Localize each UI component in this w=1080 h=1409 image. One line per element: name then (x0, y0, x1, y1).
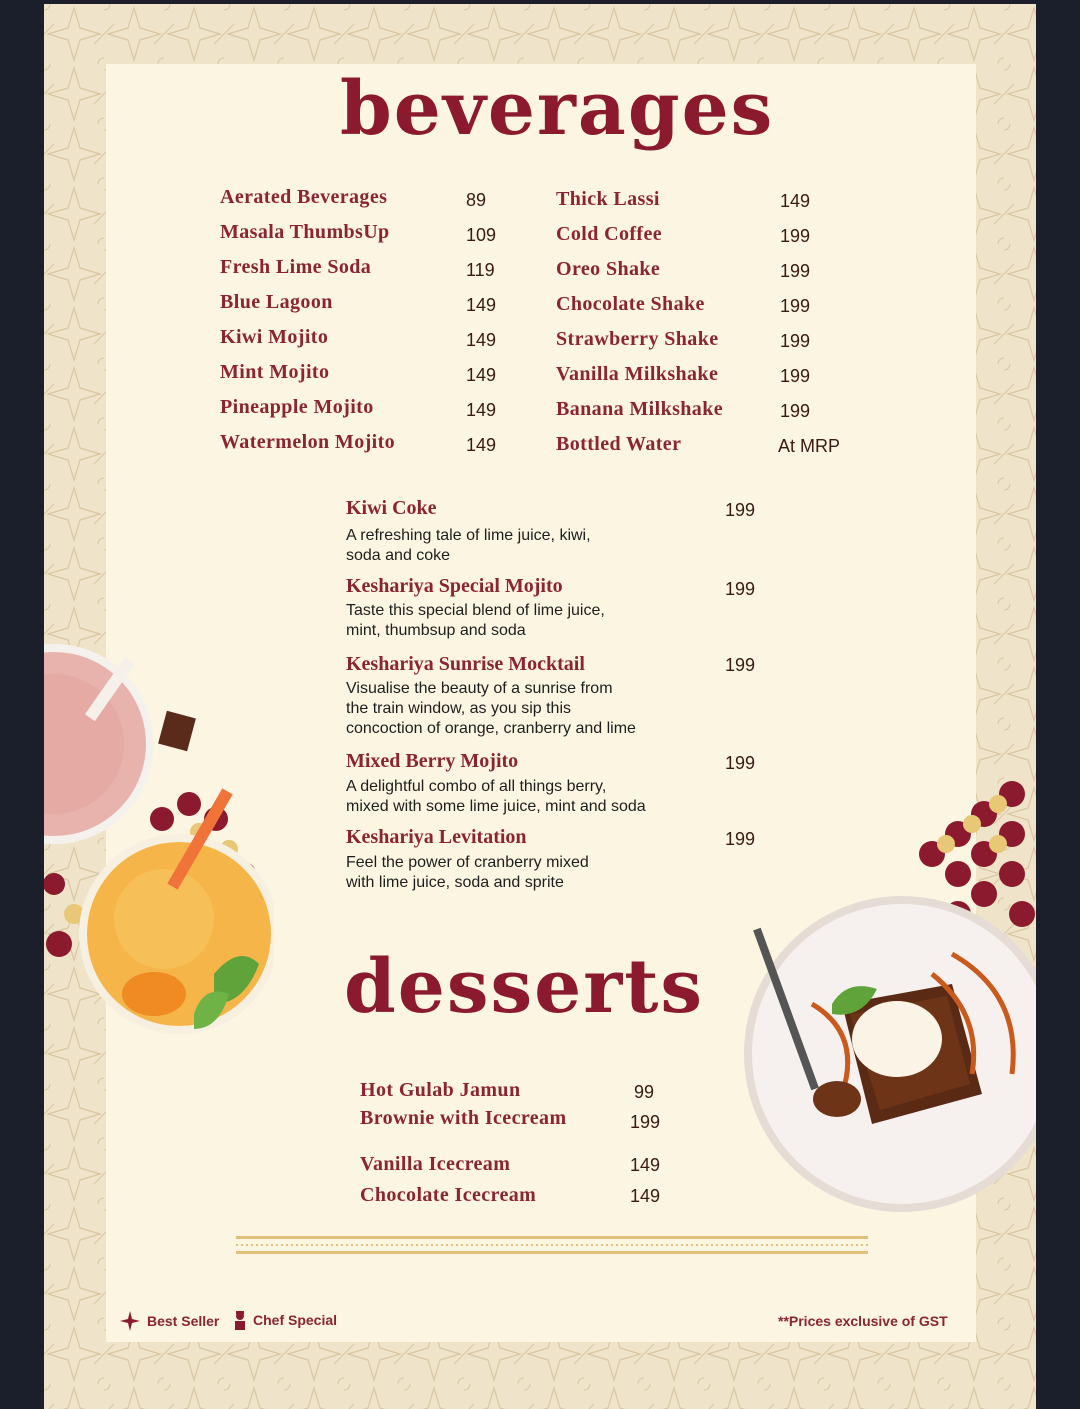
dessert-item-name: Chocolate Icecream (360, 1184, 537, 1206)
desc-line: with lime juice, soda and sprite (346, 874, 564, 891)
decorative-divider (236, 1234, 868, 1256)
special-item-name: Keshariya Special Mojito (346, 575, 563, 597)
desc-line: A delightful combo of all things berry, (346, 778, 607, 795)
desc-line: Visualise the beauty of a sunrise from (346, 680, 613, 697)
chef-special-label: Chef Special (253, 1312, 338, 1328)
special-item-price: 199 (725, 829, 756, 849)
desc-line: mint, thumbsup and soda (346, 622, 526, 639)
menu-item-price: 89 (466, 190, 487, 210)
menu-item-price: 149 (466, 400, 497, 420)
menu-item-price: 149 (466, 330, 497, 350)
menu-item-price: 199 (780, 296, 811, 316)
special-item-desc (346, 777, 706, 817)
desc-line: the train window, as you sip this (346, 700, 572, 717)
menu-item-name: Cold Coffee (556, 223, 663, 245)
menu-page (44, 4, 1036, 1409)
menu-item-name: Chocolate Shake (556, 293, 705, 315)
special-item-desc (346, 679, 706, 739)
desc-line: A refreshing tale of lime juice, kiwi, (346, 527, 591, 544)
menu-item-name: Masala ThumbsUp (220, 221, 390, 243)
dessert-item-name: Hot Gulab Jamun (360, 1079, 521, 1101)
special-item-desc (346, 853, 706, 893)
menu-item-price: 199 (780, 226, 811, 246)
dessert-item-name: Brownie with Icecream (360, 1107, 567, 1129)
special-item-price: 199 (725, 655, 756, 675)
chef-icon (232, 1311, 248, 1331)
menu-item-name: Banana Milkshake (556, 398, 724, 420)
dessert-item-price: 199 (630, 1112, 661, 1132)
best-seller-label: Best Seller (147, 1313, 220, 1329)
menu-item-price: 149 (466, 365, 497, 385)
dessert-item-price: 149 (630, 1155, 661, 1175)
special-item-price: 199 (725, 579, 756, 599)
special-item-name: Keshariya Levitation (346, 826, 527, 848)
special-item-desc (346, 601, 706, 641)
menu-item-name: Bottled Water (556, 433, 682, 455)
menu-item-price: 149 (466, 295, 497, 315)
gst-note: **Prices exclusive of GST (778, 1313, 948, 1329)
special-item-name: Keshariya Sunrise Mocktail (346, 653, 585, 675)
desc-line: concoction of orange, cranberry and lime (346, 720, 636, 737)
star-icon (120, 1311, 140, 1331)
dessert-item-price: 99 (634, 1082, 655, 1102)
menu-item-name: Vanilla Milkshake (556, 363, 719, 385)
menu-item-price: 149 (466, 435, 497, 455)
menu-item-price: 119 (466, 260, 495, 280)
menu-item-name: Thick Lassi (556, 188, 660, 210)
desserts-heading: desserts (344, 944, 705, 1030)
menu-item-price: 109 (466, 225, 497, 245)
menu-item-price: 199 (780, 401, 811, 421)
menu-item-price: 199 (780, 331, 811, 351)
menu-item-name: Watermelon Mojito (220, 431, 396, 453)
menu-item-price: At MRP (778, 436, 841, 456)
menu-item-name: Pineapple Mojito (220, 396, 374, 418)
menu-item-name: Fresh Lime Soda (220, 256, 372, 278)
special-item-price: 199 (725, 500, 756, 520)
menu-item-name: Aerated Beverages (220, 186, 388, 208)
menu-item-price: 199 (780, 366, 811, 386)
dessert-illustration (722, 774, 1036, 1224)
special-item-name: Mixed Berry Mojito (346, 750, 519, 772)
desc-line: mixed with some lime juice, mint and soda (346, 798, 646, 815)
desc-line: Taste this special blend of lime juice, (346, 602, 605, 619)
drinks-illustration (44, 644, 274, 1064)
desc-line: Feel the power of cranberry mixed (346, 854, 589, 871)
special-item-name: Kiwi Coke (346, 497, 437, 519)
menu-item-name: Mint Mojito (220, 361, 330, 383)
beverages-heading: beverages (340, 66, 775, 152)
menu-item-name: Blue Lagoon (220, 291, 333, 313)
special-item-price: 199 (725, 753, 756, 773)
menu-item-name: Kiwi Mojito (220, 326, 329, 348)
menu-item-price: 149 (780, 191, 811, 211)
dessert-item-name: Vanilla Icecream (360, 1153, 511, 1175)
menu-item-name: Oreo Shake (556, 258, 661, 280)
menu-item-name: Strawberry Shake (556, 328, 719, 350)
special-item-desc (346, 526, 706, 566)
menu-item-price: 199 (780, 261, 811, 281)
dessert-item-price: 149 (630, 1186, 661, 1206)
desc-line: soda and coke (346, 547, 451, 564)
